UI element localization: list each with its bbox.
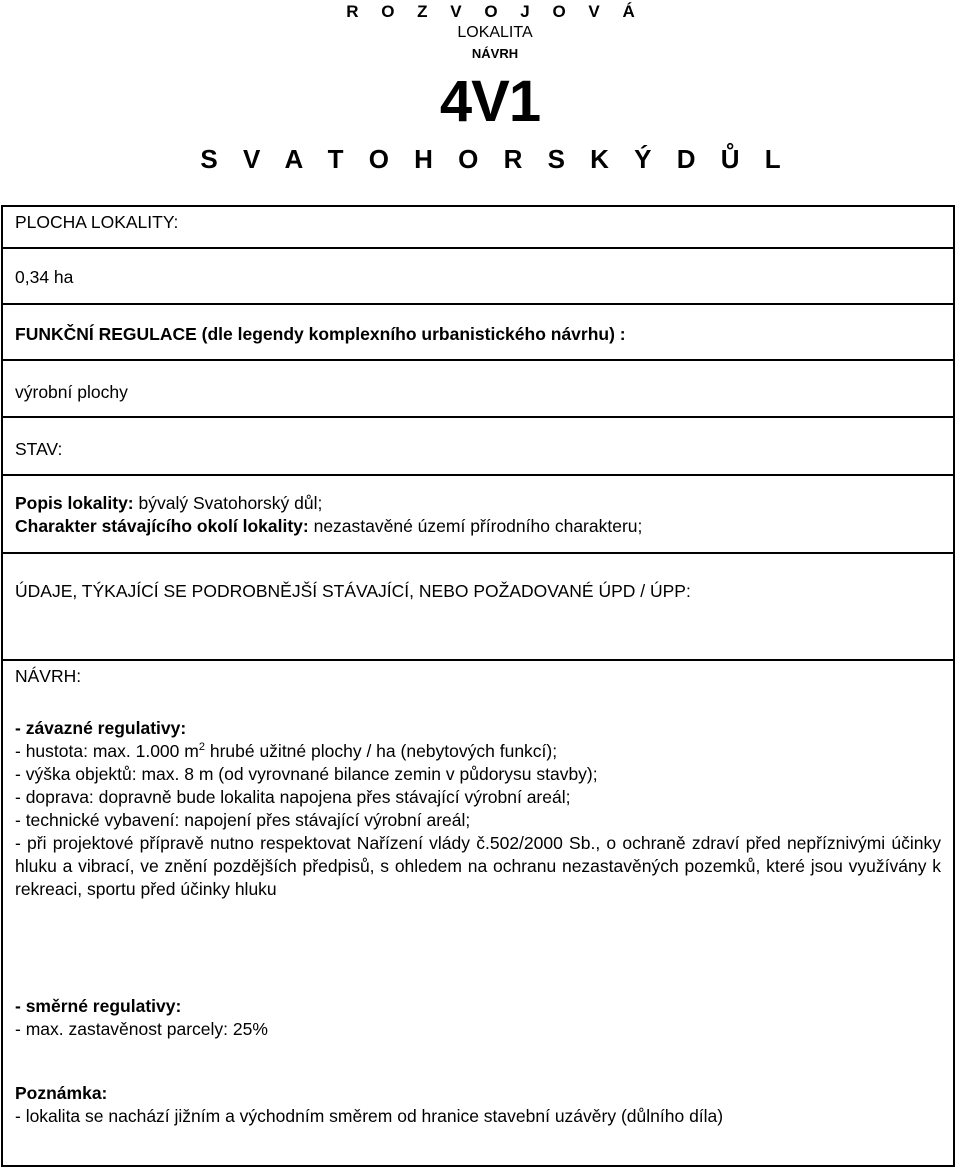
doprava: - doprava: dopravně bude lokalita napojena přes stávající výrobní areál; [15, 787, 571, 807]
divider [3, 416, 953, 418]
locality-name: S V A T O H O R S K Ý D Ů L [200, 144, 790, 174]
vyska: - výška objektů: max. 8 m (od vyrovnané bilance zemin v půdorysu stavby); [15, 764, 598, 784]
technicke: - technické vybavení: napojení přes stávající výrobní areál; [15, 810, 471, 830]
navrh-label: NÁVRH: [15, 666, 82, 686]
plocha-label: PLOCHA LOKALITY: [15, 212, 179, 232]
plocha-value: 0,34 ha [15, 267, 74, 287]
hustota-sup: 2 [198, 741, 205, 753]
zavazne-label: - závazné regulativy: [15, 718, 187, 738]
funkcni-value: výrobní plochy [15, 382, 128, 402]
header-type: R O Z V O J O V Á [346, 2, 644, 21]
udaje-label: ÚDAJE, TÝKAJÍCÍ SE PODROBNĚJŠÍ STÁVAJÍCÍ, NEBO POŽADOVANÉ ÚPD / ÚPP: [15, 581, 691, 601]
header-navrh: NÁVRH [471, 46, 519, 61]
divider [3, 303, 953, 305]
funkcni-label: FUNKČNÍ REGULACE (dle legendy komplexního urbanistického návrhu) : [15, 324, 626, 344]
smerne-label: - směrné regulativy: [15, 996, 182, 1016]
charakter-label: Charakter stávajícího okolí lokality: [15, 516, 309, 536]
hustota-text-post: hrubé užitné plochy / ha (nebytových funkcí); [204, 741, 558, 761]
navrh-content [15, 717, 941, 901]
popis-label: Popis lokality: [15, 493, 134, 513]
popis-value: bývalý Svatohorský důl; [133, 493, 323, 513]
divider [3, 359, 953, 361]
header-lokalita: LOKALITA [457, 24, 533, 41]
stav-label: STAV: [15, 439, 63, 459]
charakter-value: nezastavěné území přírodního charakteru; [308, 516, 643, 536]
stav-popis [15, 492, 941, 538]
zastavenost: - max. zastavěnost parcely: 25% [15, 1019, 268, 1039]
locality-code: 4V1 [439, 69, 541, 134]
divider [3, 474, 953, 476]
poznamka-label: Poznámka: [15, 1083, 108, 1103]
regulation-table [1, 205, 955, 1167]
smerne-block [15, 995, 941, 1041]
divider [3, 659, 953, 661]
hustota [15, 740, 941, 763]
hustota-text: - hustota: max. 1.000 m [15, 741, 199, 761]
poznamka-block [15, 1082, 941, 1128]
divider [3, 552, 953, 554]
poznamka-value: - lokalita se nachází jižním a východním směrem od hranice stavební uzávěry (důlního díla) [15, 1106, 724, 1126]
divider [3, 247, 953, 249]
projekt: - při projektové přípravě nutno respektovat Nařízení vlády č.502/2000 Sb., o ochraně zdraví před nepříznivými účinky hluku a vibrací, ve znění pozdějších předpisů, s ohledem na ochranu nezastavěných pozemků, které jsou využívány k rekreaci, sportu před účinky hluku [15, 833, 941, 899]
